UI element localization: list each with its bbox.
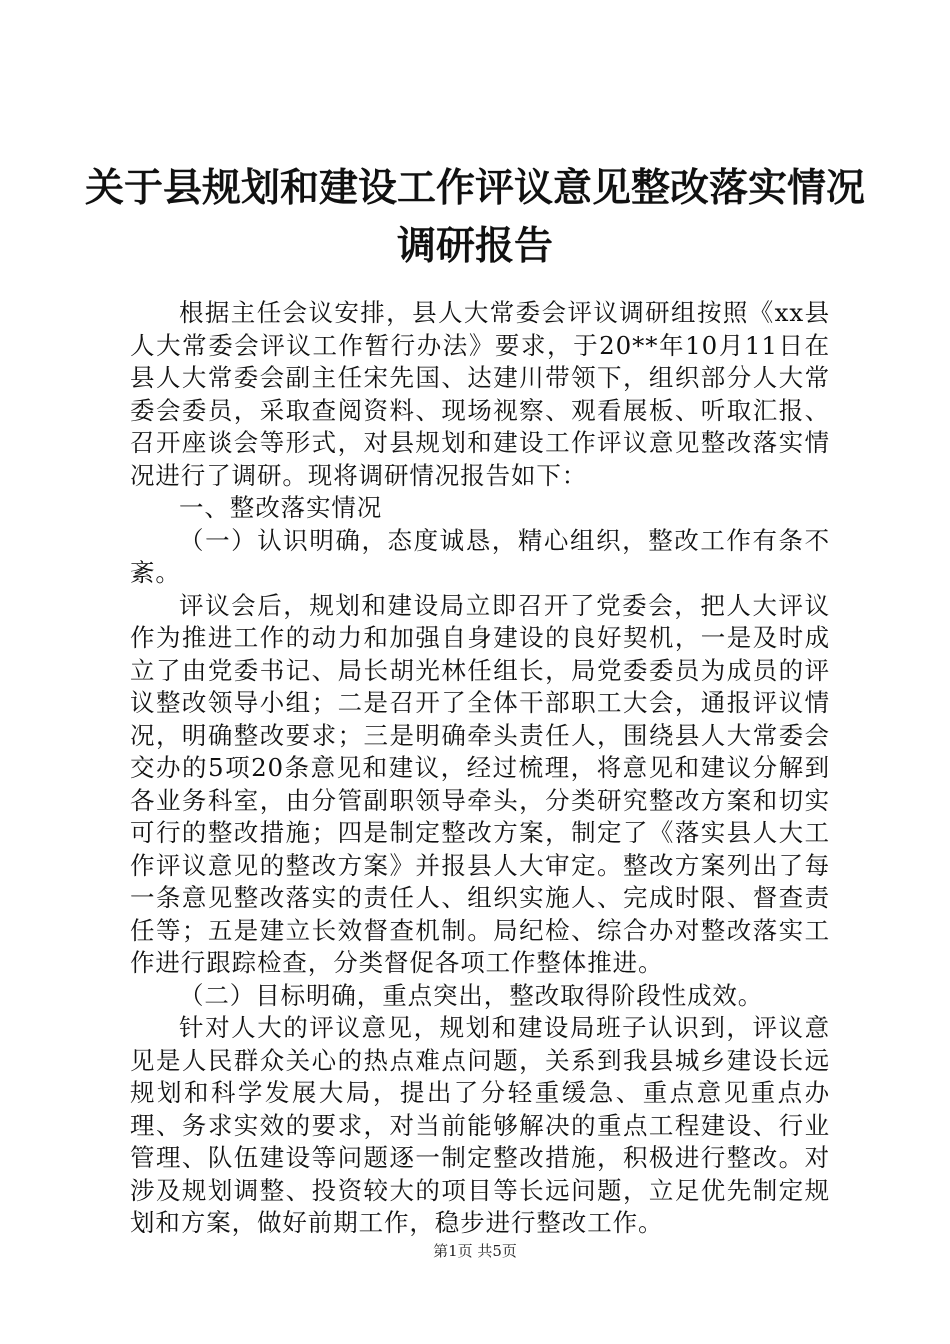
section-heading-1: 一、整改落实情况 — [179, 493, 383, 522]
subsection-heading-2: （二）目标明确，重点突出，整改取得阶段性成效。 — [179, 980, 764, 1010]
document-body — [130, 297, 830, 1240]
paragraph-body-1: 评议会后，规划和建设局立即召开了党委会，把人大评议作为推进工作的动力和加强自身建设的良好契机，一是及时成立了由党委书记、局长胡光林任组长，局党委委员为成员的评议整改领导小组；二是召开了全体干部职工大会，通报评议情况，明确整改要求；三是明确牵头责任人，围绕县人大常委会交办的5项20条意见和建议，经过梳理，将意见和建议分解到各业务科室，由分管副职领导牵头，分类研究整改方案和切实可行的整改措施；四是制定整改方案，制定了《落实县人大工作评议意见的整改方案》并报县人大审定。整改方案列出了每一条意见整改落实的责任人、组织实施人、完成时限、督查责任等；五是建立长效督查机制。局纪检、综合办对整改落实工作进行跟踪检查，分类督促各项工作整体推进。 — [130, 590, 830, 977]
page-number-footer: 第1页 共5页 — [433, 1242, 517, 1260]
paragraph-intro: 根据主任会议安排，县人大常委会评议调研组按照《xx县人大常委会评议工作暂行办法》要求，于20**年10月11日在县人大常委会副主任宋先国、达建川带领下，组织部分人大常委会委员，采取查阅资料、现场视察、观看展板、听取汇报、召开座谈会等形式，对县规划和建设工作评议意见整改落实情况进行了调研。现将调研情况报告如下： — [130, 298, 830, 490]
document-title-line-2: 调研报告 — [396, 223, 553, 269]
document-title-line-1: 关于县规划和建设工作评议意见整改落实情况 — [84, 165, 865, 211]
subsection-heading-1: （一）认识明确，态度诚恳，精心组织，整改工作有条不紊。 — [130, 525, 830, 587]
paragraph-body-2: 针对人大的评议意见，规划和建设局班子认识到，评议意见是人民群众关心的热点难点问题，关系到我县城乡建设长远规划和科学发展大局，提出了分轻重缓急、重点意见重点办理、务求实效的要求，对当前能够解决的重点工程建设、行业管理、队伍建设等问题逐一制定整改措施，积极进行整改。对涉及规划调整、投资较大的项目等长远问题，立足优先制定规划和方案，做好前期工作，稳步进行整改工作。 — [130, 1013, 830, 1237]
